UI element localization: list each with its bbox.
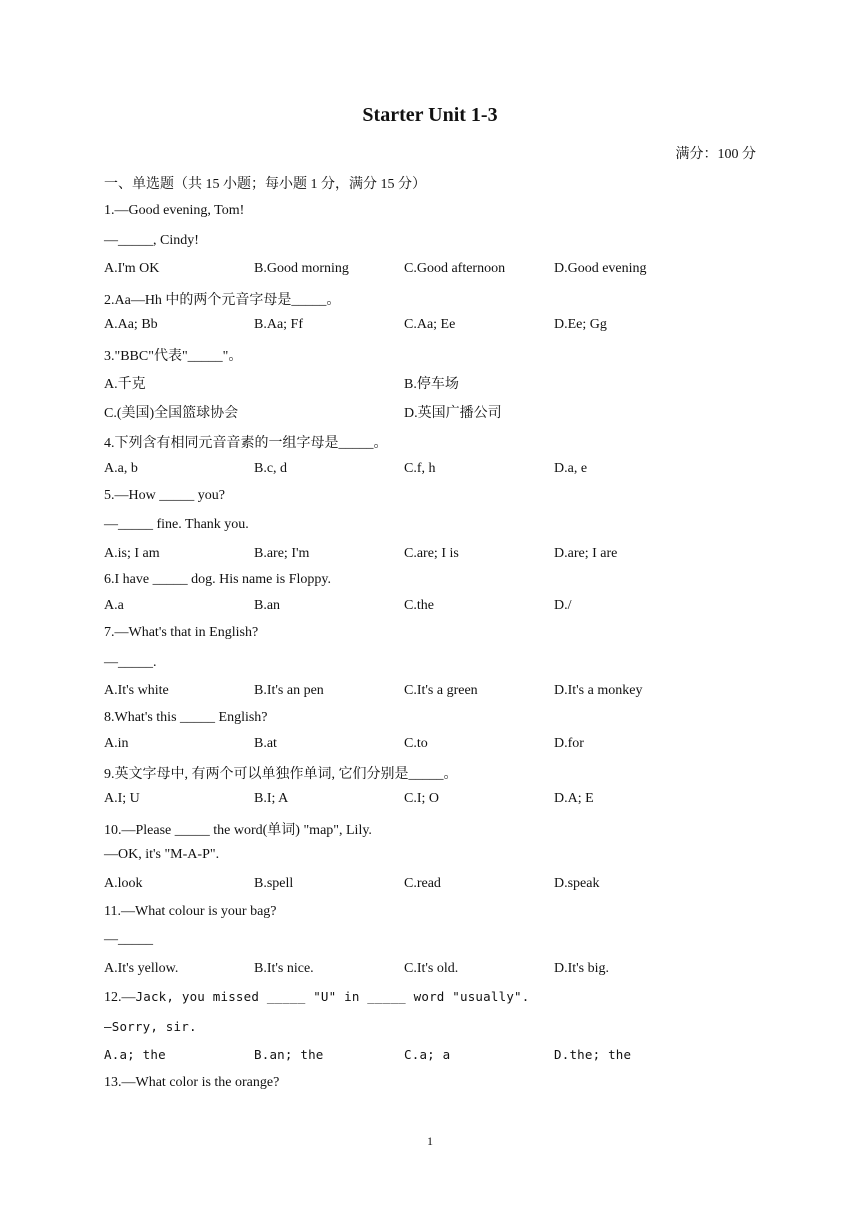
question-4-stem: 4.下列含有相同元音音素的一组字母是_____。: [104, 436, 388, 451]
question-6-option-d: D./: [554, 598, 572, 613]
question-8-option-d: D.for: [554, 736, 584, 751]
question-9-option-d: D.A; E: [554, 791, 594, 806]
question-3-stem: 3."BBC"代表"_____"。: [104, 349, 243, 364]
question-10-stem: 10.—Please _____ the word(单词) "map", Lily.: [104, 823, 372, 838]
question-12-number: 12.—: [104, 990, 136, 1005]
question-8-option-c: C.to: [404, 736, 428, 751]
question-6-option-c: C.the: [404, 598, 434, 613]
question-10-option-b: B.spell: [254, 876, 294, 891]
question-9-option-a: A.I; U: [104, 791, 140, 806]
question-1-stem: 1.—Good evening, Tom!: [104, 203, 245, 218]
question-6-option-a: A.a: [104, 598, 124, 613]
question-12-option-c: C.a; a: [404, 1047, 451, 1062]
question-10-option-a: A.look: [104, 876, 143, 891]
question-3-option-d: D.英国广播公司: [404, 406, 502, 421]
question-4-option-d: D.a, e: [554, 461, 588, 476]
question-9-option-b: B.I; A: [254, 791, 289, 806]
question-1-option-c: C.Good afternoon: [404, 261, 506, 276]
question-8-option-a: A.in: [104, 736, 129, 751]
question-2-stem: 2.Aa—Hh 中的两个元音字母是_____。: [104, 293, 341, 308]
question-2-option-b: B.Aa; Ff: [254, 317, 303, 332]
question-5-option-a: A.is; I am: [104, 546, 160, 561]
total-score: 满分：100 分: [675, 147, 756, 162]
question-5-option-c: C.are; I is: [404, 546, 459, 561]
question-1-option-d: D.Good evening: [554, 261, 647, 276]
question-11-option-c: C.It's old.: [404, 961, 459, 976]
question-12-option-b: B.an; the: [254, 1047, 324, 1062]
question-11-option-d: D.It's big.: [554, 961, 610, 976]
page-number: 1: [427, 1134, 433, 1148]
question-5-reply: —_____ fine. Thank you.: [104, 517, 249, 532]
question-3-option-c: C.(美国)全国篮球协会: [104, 406, 239, 421]
section-heading: 一、单选题（共 15 小题；每小题 1 分，满分 15 分）: [104, 177, 426, 192]
question-1-option-a: A.I'm OK: [104, 261, 160, 276]
question-5-option-d: D.are; I are: [554, 546, 618, 561]
question-4-option-c: C.f, h: [404, 461, 436, 476]
question-10-option-c: C.read: [404, 876, 441, 891]
question-11-reply: —_____: [104, 932, 153, 947]
question-11-stem: 11.—What colour is your bag?: [104, 904, 277, 919]
question-2-option-d: D.Ee; Gg: [554, 317, 607, 332]
question-13-stem: 13.—What color is the orange?: [104, 1075, 280, 1090]
question-7-option-a: A.It's white: [104, 683, 169, 698]
question-7-option-d: D.It's a monkey: [554, 683, 643, 698]
question-7-option-b: B.It's an pen: [254, 683, 324, 698]
question-6-option-b: B.an: [254, 598, 281, 613]
question-12-reply: —Sorry, sir.: [104, 1019, 197, 1034]
question-4-option-b: B.c, d: [254, 461, 288, 476]
question-2-option-c: C.Aa; Ee: [404, 317, 456, 332]
question-7-reply: —_____.: [104, 655, 157, 670]
question-7-option-c: C.It's a green: [404, 683, 478, 698]
question-3-option-b: B.停车场: [404, 377, 459, 392]
question-2-option-a: A.Aa; Bb: [104, 317, 158, 332]
question-5-option-b: B.are; I'm: [254, 546, 310, 561]
question-4-option-a: A.a, b: [104, 461, 138, 476]
question-8-stem: 8.What's this _____ English?: [104, 710, 268, 725]
question-8-option-b: B.at: [254, 736, 277, 751]
question-1-reply: —_____, Cindy!: [104, 233, 199, 248]
question-12-option-d: D.the; the: [554, 1047, 632, 1062]
question-9-stem: 9.英文字母中, 有两个可以单独作单词, 它们分别是_____。: [104, 767, 458, 782]
question-5-stem: 5.—How _____ you?: [104, 488, 225, 503]
question-10-reply: —OK, it's "M-A-P".: [104, 847, 220, 862]
question-3-option-a: A.千克: [104, 377, 146, 392]
question-12-stem: [104, 989, 530, 1006]
question-11-option-b: B.It's nice.: [254, 961, 314, 976]
question-1-option-b: B.Good morning: [254, 261, 349, 276]
question-7-stem: 7.—What's that in English?: [104, 625, 259, 640]
page-title: Starter Unit 1-3: [362, 104, 498, 126]
question-12-text: Jack, you missed _____ "U" in _____ word "usually".: [135, 989, 530, 1004]
question-12-option-a: A.a; the: [104, 1047, 166, 1062]
question-10-option-d: D.speak: [554, 876, 600, 891]
question-6-stem: 6.I have _____ dog. His name is Floppy.: [104, 572, 331, 587]
question-11-option-a: A.It's yellow.: [104, 961, 179, 976]
question-9-option-c: C.I; O: [404, 791, 439, 806]
